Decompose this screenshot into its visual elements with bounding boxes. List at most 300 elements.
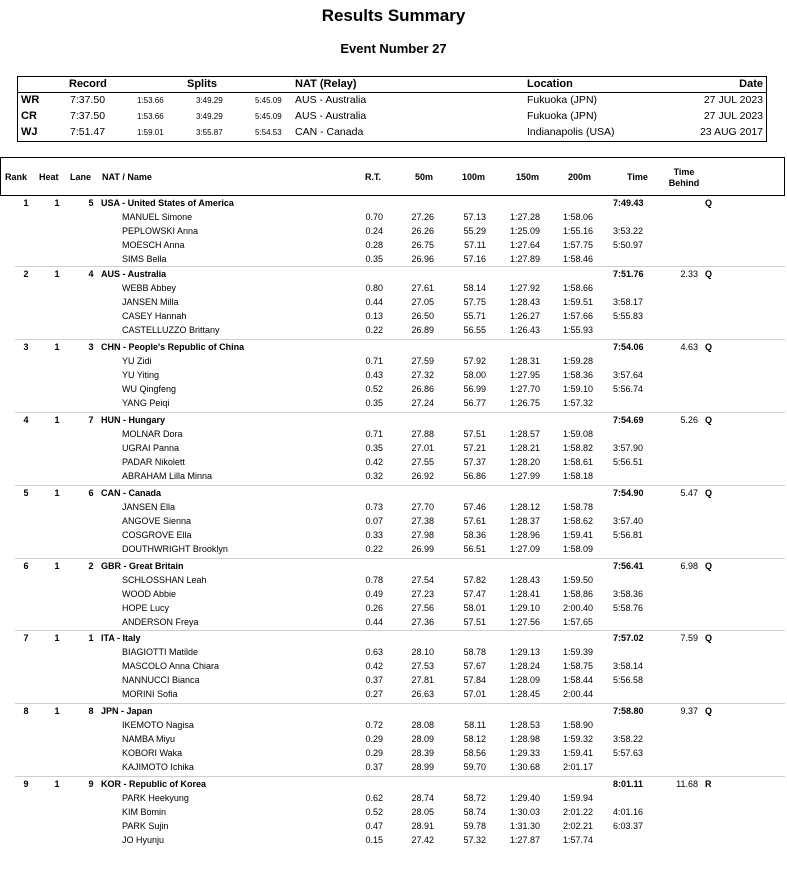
cumulative-split: 3:58.14 bbox=[613, 661, 644, 671]
records-header-nat: NAT (Relay) bbox=[295, 78, 357, 90]
reaction-time: 0.73 bbox=[365, 502, 383, 512]
team-name: USA - United States of America bbox=[101, 198, 234, 208]
split-200m: 1:58.82 bbox=[562, 443, 593, 453]
split-200m: 2:01.22 bbox=[562, 807, 593, 817]
swimmer-row bbox=[0, 502, 787, 516]
record-code: WR bbox=[21, 94, 40, 106]
swimmer-name: MANUEL Simone bbox=[122, 212, 193, 222]
team-separator bbox=[15, 485, 785, 486]
split-100m: 56.55 bbox=[463, 325, 486, 335]
split-100m: 57.21 bbox=[463, 443, 486, 453]
swimmer-name: UGRAI Panna bbox=[122, 443, 180, 453]
swimmer-name: NANNUCCI Bianca bbox=[122, 675, 200, 685]
split-150m: 1:28.43 bbox=[509, 575, 540, 585]
split-50m: 27.36 bbox=[411, 617, 434, 627]
results-header bbox=[0, 157, 785, 196]
swimmer-name: PADAR Nikolett bbox=[122, 457, 185, 467]
record-split: 1:53.66 bbox=[137, 112, 164, 121]
team-time-behind: 7.59 bbox=[680, 633, 698, 643]
team-heat: 1 bbox=[54, 198, 60, 208]
cumulative-split: 4:01.16 bbox=[613, 807, 644, 817]
swimmer-row bbox=[0, 544, 787, 558]
col-rank: Rank bbox=[5, 172, 28, 182]
split-100m: 57.01 bbox=[463, 689, 486, 699]
reaction-time: 0.27 bbox=[365, 689, 383, 699]
split-150m: 1:26.75 bbox=[509, 398, 540, 408]
split-150m: 1:29.10 bbox=[509, 603, 540, 613]
team-time: 7:56.41 bbox=[613, 561, 644, 571]
split-150m: 1:28.12 bbox=[509, 502, 540, 512]
records-header-splits: Splits bbox=[187, 78, 217, 90]
split-200m: 1:58.90 bbox=[562, 720, 593, 730]
record-date: 27 JUL 2023 bbox=[703, 94, 763, 106]
team-time: 7:54.06 bbox=[613, 342, 644, 352]
swimmer-row bbox=[0, 212, 787, 226]
reaction-time: 0.07 bbox=[365, 516, 383, 526]
split-150m: 1:28.37 bbox=[509, 516, 540, 526]
team-rank: 3 bbox=[23, 342, 29, 352]
split-150m: 1:28.43 bbox=[509, 297, 540, 307]
cumulative-split: 3:57.64 bbox=[613, 370, 644, 380]
split-100m: 56.77 bbox=[463, 398, 486, 408]
record-nat: CAN - Canada bbox=[295, 126, 364, 138]
swimmer-row bbox=[0, 240, 787, 254]
split-100m: 57.46 bbox=[463, 502, 486, 512]
swimmer-name: HOPE Lucy bbox=[122, 603, 170, 613]
split-200m: 1:59.32 bbox=[562, 734, 593, 744]
cumulative-split: 3:58.17 bbox=[613, 297, 644, 307]
reaction-time: 0.47 bbox=[365, 821, 383, 831]
split-100m: 58.14 bbox=[463, 283, 486, 293]
split-100m: 57.75 bbox=[463, 297, 486, 307]
split-50m: 27.88 bbox=[411, 429, 434, 439]
split-50m: 26.89 bbox=[411, 325, 434, 335]
record-split: 5:45.09 bbox=[255, 112, 282, 121]
split-150m: 1:27.09 bbox=[509, 544, 540, 554]
record-row bbox=[18, 110, 766, 126]
split-200m: 1:58.06 bbox=[562, 212, 593, 222]
swimmer-name: JO Hyunju bbox=[122, 835, 165, 845]
split-100m: 58.74 bbox=[463, 807, 486, 817]
reaction-time: 0.35 bbox=[365, 443, 383, 453]
reaction-time: 0.44 bbox=[365, 617, 383, 627]
reaction-time: 0.42 bbox=[365, 457, 383, 467]
split-100m: 59.78 bbox=[463, 821, 486, 831]
split-150m: 1:28.24 bbox=[509, 661, 540, 671]
split-50m: 27.23 bbox=[411, 589, 434, 599]
split-50m: 26.92 bbox=[411, 471, 434, 481]
record-split: 5:45.09 bbox=[255, 96, 282, 105]
reaction-time: 0.62 bbox=[365, 793, 383, 803]
swimmer-name: JANSEN Ella bbox=[122, 502, 176, 512]
reaction-time: 0.29 bbox=[365, 734, 383, 744]
swimmer-name: YANG Peiqi bbox=[122, 398, 170, 408]
team-separator bbox=[15, 412, 785, 413]
split-200m: 1:57.66 bbox=[562, 311, 593, 321]
swimmer-row bbox=[0, 807, 787, 821]
records-header-location: Location bbox=[527, 78, 573, 90]
team-lane: 9 bbox=[88, 779, 94, 789]
split-50m: 27.53 bbox=[411, 661, 434, 671]
reaction-time: 0.52 bbox=[365, 384, 383, 394]
swimmer-name: YU Yiting bbox=[122, 370, 160, 380]
records-header-record: Record bbox=[69, 78, 107, 90]
swimmer-name: BIAGIOTTI Matilde bbox=[122, 647, 199, 657]
split-200m: 2:01.17 bbox=[562, 762, 593, 772]
reaction-time: 0.22 bbox=[365, 325, 383, 335]
split-50m: 27.81 bbox=[411, 675, 434, 685]
split-150m: 1:29.33 bbox=[509, 748, 540, 758]
split-150m: 1:27.95 bbox=[509, 370, 540, 380]
record-time: 7:51.47 bbox=[70, 126, 106, 138]
split-100m: 57.32 bbox=[463, 835, 486, 845]
reaction-time: 0.49 bbox=[365, 589, 383, 599]
split-150m: 1:27.99 bbox=[509, 471, 540, 481]
col-lane: Lane bbox=[70, 172, 92, 182]
split-100m: 57.47 bbox=[463, 589, 486, 599]
record-code: WJ bbox=[21, 126, 38, 138]
split-100m: 57.13 bbox=[463, 212, 486, 222]
split-200m: 1:58.66 bbox=[562, 283, 593, 293]
record-split: 3:49.29 bbox=[196, 96, 223, 105]
swimmer-row bbox=[0, 384, 787, 398]
swimmer-name: YU Zidi bbox=[122, 356, 152, 366]
team-lane: 1 bbox=[88, 633, 94, 643]
team-name: CAN - Canada bbox=[101, 488, 162, 498]
split-200m: 1:55.93 bbox=[562, 325, 593, 335]
swimmer-name: ANGOVE Sienna bbox=[122, 516, 192, 526]
split-100m: 55.29 bbox=[463, 226, 486, 236]
col-heat: Heat bbox=[39, 172, 59, 182]
split-200m: 1:57.32 bbox=[562, 398, 593, 408]
col-50m: 50m bbox=[415, 172, 434, 182]
split-200m: 2:00.40 bbox=[562, 603, 593, 613]
split-200m: 1:59.51 bbox=[562, 297, 593, 307]
split-200m: 1:59.08 bbox=[562, 429, 593, 439]
split-50m: 26.86 bbox=[411, 384, 434, 394]
split-200m: 1:59.10 bbox=[562, 384, 593, 394]
split-100m: 56.86 bbox=[463, 471, 486, 481]
split-50m: 26.26 bbox=[411, 226, 434, 236]
col-200m: 200m bbox=[568, 172, 592, 182]
record-time: 7:37.50 bbox=[70, 94, 106, 106]
cumulative-split: 5:56.51 bbox=[613, 457, 644, 467]
team-name: GBR - Great Britain bbox=[101, 561, 184, 571]
page-title: Results Summary bbox=[321, 6, 466, 25]
team-heat: 1 bbox=[54, 415, 60, 425]
split-50m: 27.26 bbox=[411, 212, 434, 222]
team-heat: 1 bbox=[54, 269, 60, 279]
split-50m: 26.63 bbox=[411, 689, 434, 699]
record-date: 27 JUL 2023 bbox=[703, 110, 763, 122]
split-150m: 1:28.96 bbox=[509, 530, 540, 540]
team-time: 7:58.80 bbox=[613, 706, 644, 716]
split-150m: 1:28.20 bbox=[509, 457, 540, 467]
cumulative-split: 3:53.22 bbox=[613, 226, 644, 236]
records-header-date: Date bbox=[739, 78, 763, 90]
split-200m: 1:58.62 bbox=[562, 516, 593, 526]
team-time-behind: 6.98 bbox=[680, 561, 698, 571]
swimmer-name: MOESCH Anna bbox=[122, 240, 185, 250]
split-50m: 27.42 bbox=[411, 835, 434, 845]
swimmer-name: CASEY Hannah bbox=[122, 311, 187, 321]
reaction-time: 0.72 bbox=[365, 720, 383, 730]
swimmer-row bbox=[0, 720, 787, 734]
split-150m: 1:27.64 bbox=[509, 240, 540, 250]
reaction-time: 0.26 bbox=[365, 603, 383, 613]
swimmer-name: SCHLOSSHAN Leah bbox=[122, 575, 207, 585]
swimmer-row bbox=[0, 429, 787, 443]
split-50m: 27.01 bbox=[411, 443, 434, 453]
col-nat-name: NAT / Name bbox=[102, 172, 152, 182]
reaction-time: 0.29 bbox=[365, 748, 383, 758]
swimmer-name: KIM Bomin bbox=[122, 807, 167, 817]
split-200m: 1:59.94 bbox=[562, 793, 593, 803]
split-200m: 1:58.86 bbox=[562, 589, 593, 599]
split-100m: 57.11 bbox=[464, 240, 486, 250]
record-split: 5:54.53 bbox=[255, 128, 282, 137]
col-time-behind-line2: Behind bbox=[668, 178, 700, 188]
split-50m: 26.75 bbox=[411, 240, 434, 250]
cumulative-split: 3:58.22 bbox=[613, 734, 644, 744]
swimmer-row bbox=[0, 370, 787, 384]
split-100m: 55.71 bbox=[463, 311, 486, 321]
reaction-time: 0.70 bbox=[365, 212, 383, 222]
record-row bbox=[18, 126, 766, 142]
swimmer-row bbox=[0, 530, 787, 544]
team-row bbox=[0, 561, 787, 575]
team-row bbox=[0, 779, 787, 793]
split-100m: 58.72 bbox=[463, 793, 486, 803]
team-row bbox=[0, 633, 787, 647]
cumulative-split: 3:57.90 bbox=[613, 443, 644, 453]
split-150m: 1:26.27 bbox=[509, 311, 540, 321]
reaction-time: 0.35 bbox=[365, 254, 383, 264]
split-50m: 27.70 bbox=[411, 502, 434, 512]
split-50m: 27.54 bbox=[411, 575, 434, 585]
split-100m: 58.78 bbox=[463, 647, 486, 657]
split-100m: 57.92 bbox=[463, 356, 486, 366]
reaction-time: 0.78 bbox=[365, 575, 383, 585]
reaction-time: 0.37 bbox=[365, 675, 383, 685]
split-50m: 27.59 bbox=[411, 356, 434, 366]
split-50m: 26.99 bbox=[411, 544, 434, 554]
split-150m: 1:28.53 bbox=[509, 720, 540, 730]
reaction-time: 0.24 bbox=[365, 226, 383, 236]
split-100m: 57.37 bbox=[463, 457, 486, 467]
split-50m: 28.05 bbox=[411, 807, 434, 817]
record-nat: AUS - Australia bbox=[295, 110, 367, 122]
split-50m: 28.08 bbox=[411, 720, 434, 730]
split-50m: 27.32 bbox=[411, 370, 434, 380]
reaction-time: 0.13 bbox=[365, 311, 383, 321]
reaction-time: 0.22 bbox=[365, 544, 383, 554]
split-150m: 1:31.30 bbox=[509, 821, 540, 831]
team-name: ITA - Italy bbox=[101, 633, 141, 643]
split-200m: 1:58.46 bbox=[562, 254, 593, 264]
reaction-time: 0.71 bbox=[365, 429, 383, 439]
team-rank: 2 bbox=[23, 269, 29, 279]
qualification-mark: Q bbox=[705, 633, 713, 643]
split-200m: 1:58.09 bbox=[562, 544, 593, 554]
swimmer-name: CASTELLUZZO Brittany bbox=[122, 325, 220, 335]
cumulative-split: 5:58.76 bbox=[613, 603, 644, 613]
split-100m: 57.84 bbox=[463, 675, 486, 685]
team-lane: 5 bbox=[88, 198, 94, 208]
swimmer-name: KAJIMOTO Ichika bbox=[122, 762, 194, 772]
cumulative-split: 5:55.83 bbox=[613, 311, 644, 321]
record-location: Fukuoka (JPN) bbox=[527, 110, 598, 122]
swimmer-row bbox=[0, 821, 787, 835]
swimmer-row bbox=[0, 311, 787, 325]
swimmer-row bbox=[0, 356, 787, 370]
split-100m: 58.00 bbox=[463, 370, 486, 380]
cumulative-split: 3:57.40 bbox=[613, 516, 644, 526]
split-50m: 27.24 bbox=[411, 398, 434, 408]
team-lane: 8 bbox=[88, 706, 94, 716]
cumulative-split: 5:50.97 bbox=[613, 240, 644, 250]
team-time-behind: 9.37 bbox=[680, 706, 698, 716]
swimmer-row bbox=[0, 689, 787, 703]
records-table bbox=[17, 76, 767, 142]
split-100m: 57.51 bbox=[463, 429, 486, 439]
split-200m: 2:02.21 bbox=[562, 821, 593, 831]
reaction-time: 0.15 bbox=[365, 835, 383, 845]
swimmer-name: KOBORI Waka bbox=[122, 748, 183, 758]
swimmer-row bbox=[0, 675, 787, 689]
record-split: 3:49.29 bbox=[196, 112, 223, 121]
qualification-mark: Q bbox=[705, 198, 713, 208]
swimmer-name: SIMS Bella bbox=[122, 254, 167, 264]
swimmer-row bbox=[0, 835, 787, 849]
split-200m: 1:59.41 bbox=[562, 748, 593, 758]
team-lane: 3 bbox=[88, 342, 94, 352]
swimmer-row bbox=[0, 297, 787, 311]
reaction-time: 0.44 bbox=[365, 297, 383, 307]
split-100m: 57.61 bbox=[463, 516, 486, 526]
team-lane: 2 bbox=[88, 561, 94, 571]
swimmer-row bbox=[0, 617, 787, 631]
swimmer-name: COSGROVE Ella bbox=[122, 530, 192, 540]
team-rank: 8 bbox=[23, 706, 29, 716]
qualification-mark: Q bbox=[705, 415, 713, 425]
record-nat: AUS - Australia bbox=[295, 94, 367, 106]
team-time-behind: 5.47 bbox=[680, 488, 698, 498]
record-code: CR bbox=[21, 110, 37, 122]
swimmer-row bbox=[0, 748, 787, 762]
reaction-time: 0.71 bbox=[365, 356, 383, 366]
split-100m: 59.70 bbox=[463, 762, 486, 772]
qualification-mark: Q bbox=[705, 706, 713, 716]
reaction-time: 0.80 bbox=[365, 283, 383, 293]
split-50m: 27.05 bbox=[411, 297, 434, 307]
team-separator bbox=[15, 266, 785, 267]
reaction-time: 0.52 bbox=[365, 807, 383, 817]
team-row bbox=[0, 706, 787, 720]
col-100m: 100m bbox=[462, 172, 486, 182]
team-time-behind: 11.68 bbox=[676, 779, 698, 789]
split-200m: 1:58.18 bbox=[562, 471, 593, 481]
team-lane: 7 bbox=[88, 415, 94, 425]
split-150m: 1:27.92 bbox=[509, 283, 540, 293]
team-rank: 7 bbox=[23, 633, 29, 643]
qualification-mark: Q bbox=[705, 561, 713, 571]
team-time: 7:51.76 bbox=[613, 269, 644, 279]
reaction-time: 0.43 bbox=[365, 370, 383, 380]
swimmer-name: ABRAHAM Lilla Minna bbox=[122, 471, 213, 481]
split-150m: 1:28.57 bbox=[509, 429, 540, 439]
cumulative-split: 5:56.58 bbox=[613, 675, 644, 685]
team-row bbox=[0, 415, 787, 429]
split-50m: 28.10 bbox=[411, 647, 434, 657]
team-separator bbox=[15, 339, 785, 340]
swimmer-name: PEPLOWSKI Anna bbox=[122, 226, 199, 236]
swimmer-row bbox=[0, 516, 787, 530]
cumulative-split: 5:57.63 bbox=[613, 748, 644, 758]
split-200m: 1:57.74 bbox=[562, 835, 593, 845]
team-name: HUN - Hungary bbox=[101, 415, 166, 425]
swimmer-name: DOUTHWRIGHT Brooklyn bbox=[122, 544, 228, 554]
team-heat: 1 bbox=[54, 633, 60, 643]
split-50m: 26.50 bbox=[411, 311, 434, 321]
reaction-time: 0.35 bbox=[365, 398, 383, 408]
swimmer-name: PARK Heekyung bbox=[122, 793, 189, 803]
swimmer-name: PARK Sujin bbox=[122, 821, 169, 831]
split-200m: 1:58.36 bbox=[562, 370, 593, 380]
team-time: 7:57.02 bbox=[613, 633, 644, 643]
swimmer-name: NAMBA Miyu bbox=[122, 734, 176, 744]
split-50m: 27.38 bbox=[411, 516, 434, 526]
split-200m: 1:58.75 bbox=[562, 661, 593, 671]
split-150m: 1:28.31 bbox=[509, 356, 540, 366]
cumulative-split: 6:03.37 bbox=[613, 821, 644, 831]
split-100m: 58.01 bbox=[463, 603, 486, 613]
team-rank: 9 bbox=[23, 779, 29, 789]
reaction-time: 0.28 bbox=[365, 240, 383, 250]
team-time: 8:01.11 bbox=[613, 779, 644, 789]
split-150m: 1:26.43 bbox=[509, 325, 540, 335]
swimmer-row bbox=[0, 443, 787, 457]
split-100m: 56.51 bbox=[463, 544, 486, 554]
team-time: 7:49.43 bbox=[613, 198, 644, 208]
team-row bbox=[0, 488, 787, 502]
split-100m: 57.51 bbox=[463, 617, 486, 627]
col-time-behind-line1: Time bbox=[673, 167, 695, 177]
record-location: Indianapolis (USA) bbox=[527, 126, 615, 138]
swimmer-row bbox=[0, 575, 787, 589]
split-50m: 27.56 bbox=[411, 603, 434, 613]
split-200m: 2:00.44 bbox=[562, 689, 593, 699]
team-rank: 6 bbox=[23, 561, 29, 571]
swimmer-row bbox=[0, 734, 787, 748]
swimmer-row bbox=[0, 471, 787, 485]
team-time-behind: 4.63 bbox=[680, 342, 698, 352]
split-150m: 1:30.68 bbox=[509, 762, 540, 772]
split-50m: 28.09 bbox=[411, 734, 434, 744]
split-50m: 27.55 bbox=[411, 457, 434, 467]
split-100m: 57.16 bbox=[463, 254, 486, 264]
reaction-time: 0.42 bbox=[365, 661, 383, 671]
split-150m: 1:28.41 bbox=[509, 589, 540, 599]
team-heat: 1 bbox=[54, 488, 60, 498]
split-100m: 58.11 bbox=[464, 720, 486, 730]
team-time-behind: 2.33 bbox=[680, 269, 698, 279]
reaction-time: 0.63 bbox=[365, 647, 383, 657]
team-heat: 1 bbox=[54, 706, 60, 716]
split-150m: 1:27.70 bbox=[509, 384, 540, 394]
split-200m: 1:58.44 bbox=[562, 675, 593, 685]
swimmer-row bbox=[0, 762, 787, 776]
